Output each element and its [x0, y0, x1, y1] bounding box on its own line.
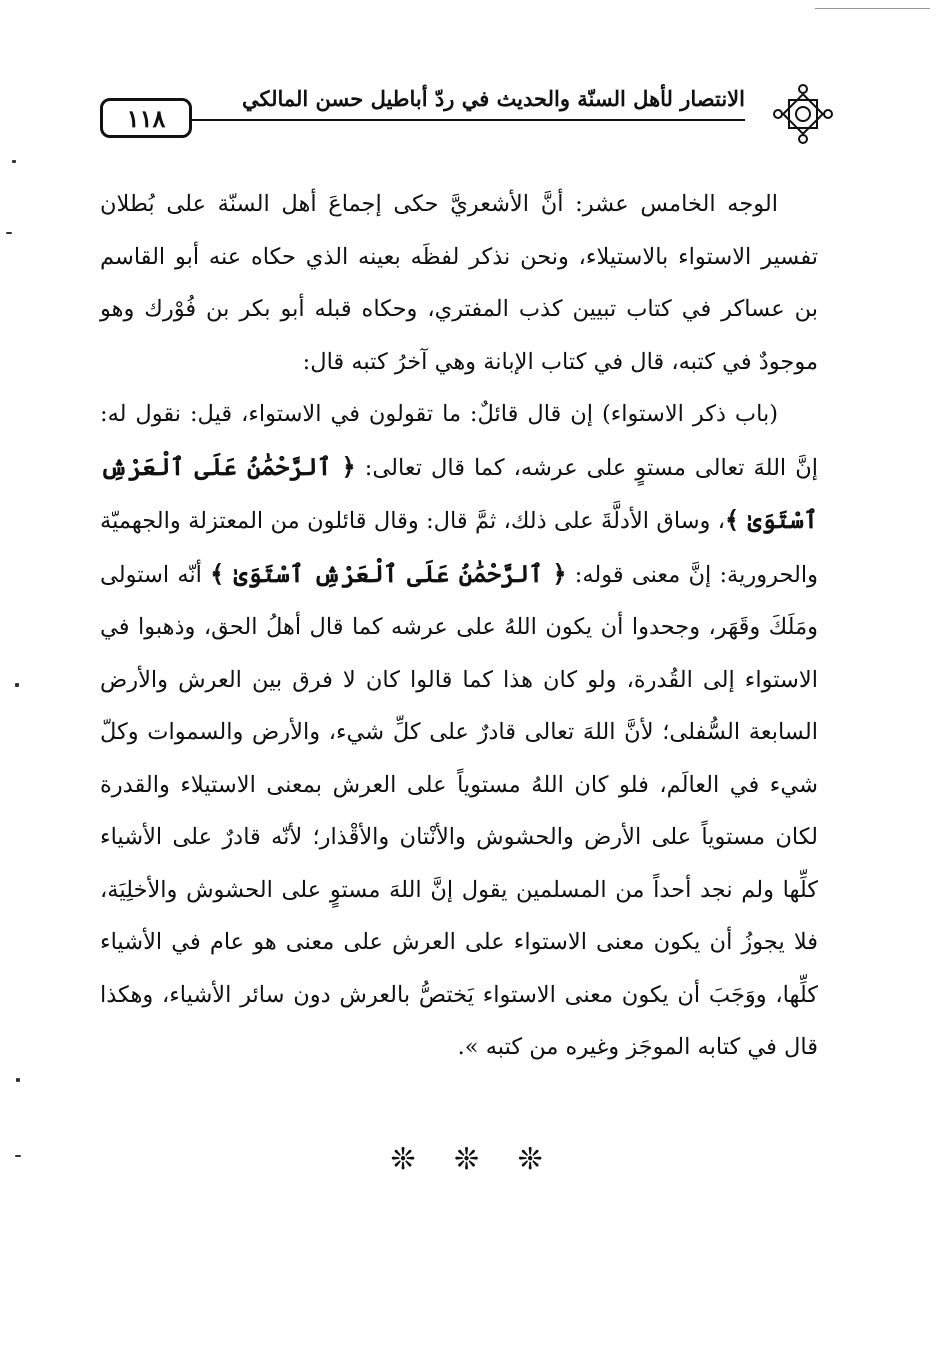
header-rule [192, 119, 745, 121]
paragraph-2-part-b: ، وساق الأدلَّةَ على ذلك، ثمَّ قال: وقال قائلون من المعتزلة والجهميّة والحرورية: إنَّ معنى قوله: [100, 508, 819, 588]
paragraph-2-part-a: (باب ذكر الاستواء) إن قال قائلٌ: ما تقولون في الاستواء، قيل: نقول له: إنَّ اللهَ تعالى مستوٍ على عرشه، كما قال تعالى: [100, 401, 818, 481]
octagram-ornament-icon [771, 82, 835, 146]
quran-verse-2: ﴿ ٱلرَّحْمَٰنُ عَلَى ٱلْعَرْشِ ٱسْتَوَىٰ ﴾ [210, 558, 567, 588]
paragraph-2-part-c: أنّه استولى ومَلَكَ وقَهَر، وجحدوا أن يكون اللهُ على عرشه كما قال أهلُ الحق، وذهبوا في الاستواء إلى القُدرة، ولو كان هذا كما قالوا كان لا فرق بين العرش والأرض السابعة السُّفلى؛ لأنَّ اللهَ تعالى قادرٌ على كلِّ شيء، والأرض والسموات وكلّ شيء في العالَم، فلو كان اللهُ مستوياً على العرش بمعنى الاستيلاء والقدرة لكان مستوياً على الأرض والحشوش والأنْتان والأقْذار؛ لأنّه قادرٌ على الأشياء كلِّها ولم نجد أحداً من المسلمين يقول إنَّ اللهَ مستوٍ على الحشوش والأخلِيَة، فلا يجوزُ أن يكون معنى الاستواء على العرش على معنى هو عام في الأشياء كلِّها، ووَجَبَ أن يكون معنى الاستواء يَختصُّ بالعرش دون سائر الأشياء، وهكذا قال في كتابه الموجَز وغيره من كتبه ». [100, 561, 818, 1060]
scan-speck [16, 1078, 20, 1082]
scan-speck [15, 683, 19, 687]
scan-speck [15, 1155, 21, 1157]
scan-speck [6, 232, 12, 234]
book-title: الانتصار لأهل السنّة والحديث في ردّ أباطيل حسن المالكي [241, 86, 745, 111]
main-text [100, 178, 818, 1074]
section-separator: ❊ ❊ ❊ [390, 1142, 557, 1177]
scan-speck [12, 160, 16, 163]
paragraph-2 [100, 388, 818, 1074]
top-edge-rule [815, 8, 930, 9]
quran-verse-1: ﴿ ٱلرَّحْمَٰنُ عَلَى ٱلْعَرْشِ ٱسْتَوَىٰ ﴾ [100, 451, 818, 534]
page-number: ١١٨ [100, 98, 192, 138]
page-header [100, 82, 835, 142]
paragraph-1: الوجه الخامس عشر: أنَّ الأشعريَّ حكى إجماعَ أهل السنّة على بُطلان تفسير الاستواء بالاستيلاء، ونحن نذكر لفظَه بعينه الذي حكاه عنه أبو القاسم بن عساكر في كتاب تبيين كذب المفتري، وحكاه قبله أبو بكر بن فُوْرك وهو موجودٌ في كتبه، قال في كتاب الإبانة وهي آخرُ كتبه قال: [100, 191, 818, 375]
